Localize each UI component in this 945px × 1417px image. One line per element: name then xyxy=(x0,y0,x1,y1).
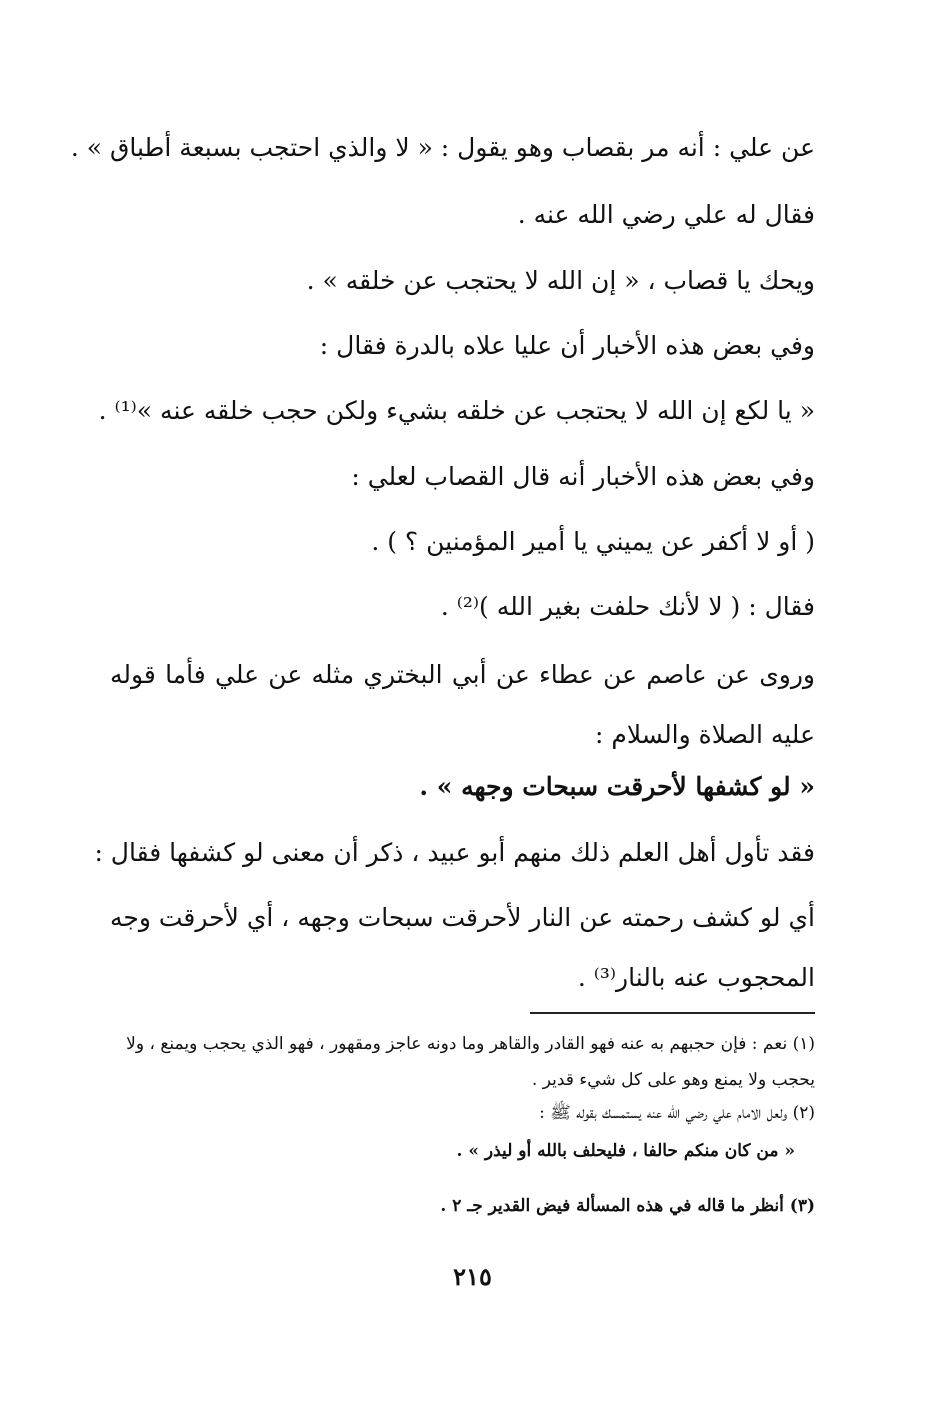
paragraph: « يا لكع إن الله لا يحتجب عن خلقه بشيء ولكن حجب خلقه عنه »⁽¹⁾ . xyxy=(98,396,815,425)
paragraph: أي لو كشف رحمته عن النار لأحرقت سبحات وجهه ، أي لأحرقت وجه المحجوب عنه بالنار⁽³⁾ . xyxy=(110,903,815,992)
footnote-divider xyxy=(530,1012,815,1014)
footnote-3: (٣) أنظر ما قاله في هذه المسألة فيض القدير جـ ٢ . xyxy=(440,1196,815,1216)
paragraph: وروى عن عاصم عن عطاء عن أبي البختري مثله عن علي فأما قوله عليه الصلاة والسلام : xyxy=(110,660,815,749)
page-number: ٢١٥ xyxy=(453,1262,492,1291)
paragraph: فقال : ( لا لأنك حلفت بغير الله )⁽²⁾ . xyxy=(440,592,815,621)
footnote-2: (٢) ولعل الامام علي رضي الله عنه يستمسك بقوله ﷺ : xyxy=(539,1103,815,1123)
paragraph: وفي بعض هذه الأخبار أن عليا علاه بالدرة فقال : xyxy=(319,331,815,360)
footnote-2-quote: « من كان منكم حالفا ، فليحلف بالله أو ليذر » . xyxy=(456,1141,795,1161)
hadith-quote: « لو كشفها لأحرقت سبحات وجهه » . xyxy=(419,772,815,801)
paragraph: عن علي : أنه مر بقصاب وهو يقول : « لا والذي احتجب بسبعة أطباق » . xyxy=(70,133,815,162)
paragraph: ويحك يا قصاب ، « إن الله لا يحتجب عن خلقه » . xyxy=(306,266,815,295)
paragraph: وفي بعض هذه الأخبار أنه قال القصاب لعلي : xyxy=(351,462,815,491)
footnote-1: (١) نعم : فإن حجبهم به عنه فهو القادر والقاهر وما دونه عاجز ومقهور ، فهو الذي يحجب ويمنع ، ولا يحجب ولا يمنع وهو على كل شيء قدير . xyxy=(126,1034,815,1090)
paragraph: فقد تأول أهل العلم ذلك منهم أبو عبيد ، ذكر أن معنى لو كشفها فقال : xyxy=(94,838,815,867)
paragraph: ( أو لا أكفر عن يميني يا أمير المؤمنين ؟ ) . xyxy=(371,527,815,556)
paragraph: فقال له علي رضي الله عنه . xyxy=(517,200,815,229)
